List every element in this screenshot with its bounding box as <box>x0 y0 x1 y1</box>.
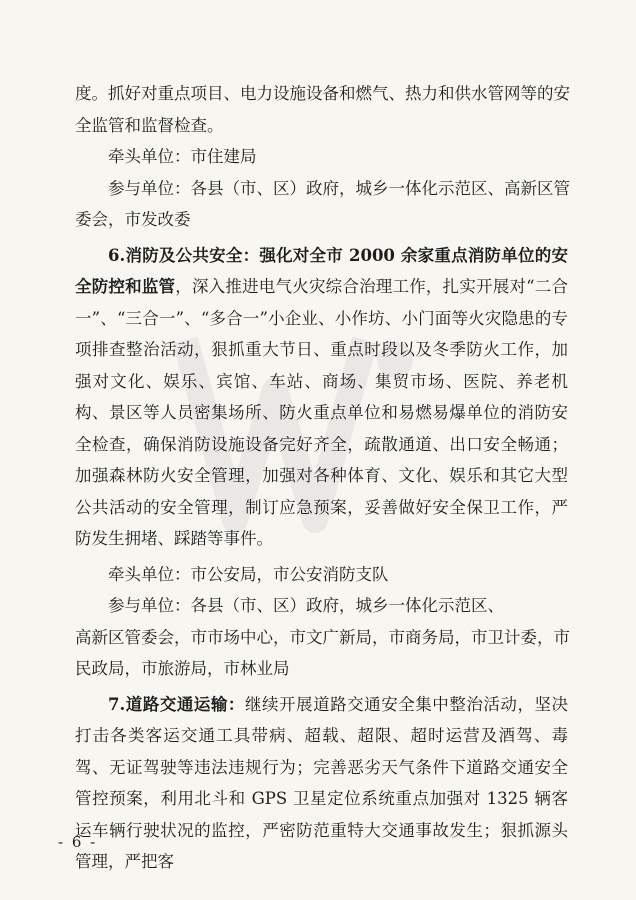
intro-line-1: 度。抓好对重点项目、电力设施设备和燃气、热力和供水管网等的安 <box>75 84 570 103</box>
participating-units-2-line-3: 民政局，市旅游局，市林业局 <box>75 659 290 678</box>
participating-units-1 <box>75 173 568 236</box>
section-7-body: 继续开展道路交通安全集中整治活动，坚决打击各类客运交通工具带病、超载、超限、超时运营及酒驾、毒驾、无证驾驶等违法违规行为；完善恶劣天气条件下道路交通安全管控预案，利用北斗和 GPS 卫星定位系统重点加强对 1325 辆客运车辆行驶状况的监控，严密防范重特大交通事故发生；狠抓源头管理，严把客 <box>75 694 568 871</box>
participating-units-2 <box>75 590 568 685</box>
participating-units-2-line-1: 参与单位：各县（市、区）政府，城乡一体化示范区、 <box>108 596 504 615</box>
participating-units-1-line-2: 委会，市发改委 <box>75 210 191 229</box>
section-6-paragraph <box>75 240 568 555</box>
section-7-heading: 7.道路交通运输： <box>108 694 245 714</box>
intro-line-2: 全监管和监督检查。 <box>75 115 224 135</box>
section-7-paragraph <box>75 689 568 878</box>
section-6-body: ，深入推进电气火灾综合治理工作，扎实开展对“二合一”、“三合一”、“多合一”小企业、小作坊、小门面等火灾隐患的专项排查整治活动，狠抓重大节日、重点时段以及冬季防火工作，加强对文化、娱乐、宾馆、车站、商场、集贸市场、医院、养老机构、景区等人员密集场所、防火重点单位和易燃易爆单位的消防安全检查，确保消防设施设备完好齐全，疏散通道、出口安全畅通；加强森林防火安全管理，加强对各种体育、文化、娱乐和其它大型公共活动的安全管理，制订应急预案，妥善做好安全保卫工作，严防发生拥堵、踩踏等事件。 <box>75 277 569 548</box>
page-number: - 6 - <box>58 833 98 851</box>
participating-units-1-line-1: 参与单位：各县（市、区）政府，城乡一体化示范区、高新区管 <box>108 178 570 198</box>
section-6-heading: 6.消防及公共安全：强化对全市 2000 余家重点消防单位的安全防控和监管 <box>75 245 568 296</box>
lead-unit-1: 牵头单位：市住建局 <box>108 147 257 166</box>
document-body <box>75 78 568 878</box>
lead-unit-2: 牵头单位：市公安局，市公安消防支队 <box>108 564 389 584</box>
participating-units-2-line-2: 高新区管委会，市市场中心，市文广新局，市商务局，市卫计委，市 <box>75 627 570 647</box>
intro-paragraph <box>75 78 568 141</box>
